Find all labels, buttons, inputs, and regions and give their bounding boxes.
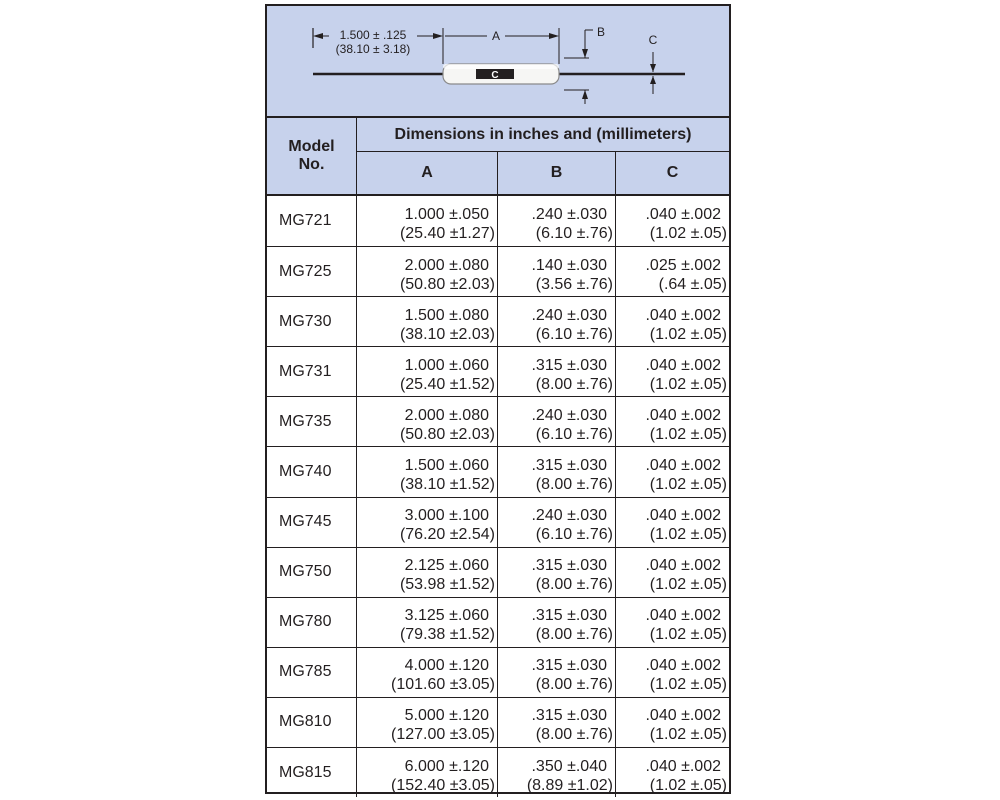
column-c-header: C	[666, 164, 679, 181]
dim-a-cell	[357, 698, 498, 747]
table-row	[267, 597, 729, 647]
dim-a-mm: (53.98 ±1.52)	[399, 576, 495, 594]
dim-b-cell	[498, 247, 616, 296]
dim-c-arrow-top	[650, 64, 656, 72]
dim-a-cell	[357, 598, 498, 647]
dim-a-cell	[357, 548, 498, 597]
model-number: MG815	[267, 748, 357, 797]
dim-b-inches: .315 ±.030	[531, 356, 607, 374]
model-number: MG721	[267, 196, 357, 246]
dim-c-cell	[616, 548, 729, 597]
dim-b-cell	[498, 196, 616, 246]
dim-c-cell	[616, 648, 729, 697]
dim-c-mm: (1.02 ±.05)	[649, 726, 727, 744]
dim-a-mm: (101.60 ±3.05)	[391, 676, 495, 694]
model-number: MG730	[267, 297, 357, 346]
dim-b-inches: .240 ±.030	[531, 206, 607, 224]
dim-c-mm: (1.02 ±.05)	[649, 225, 727, 243]
table-row	[267, 747, 729, 797]
dim-a-inches: 2.000 ±.080	[404, 256, 489, 274]
model-header-line1: Model	[288, 138, 335, 155]
dim-b-mm: (6.10 ±.76)	[535, 526, 613, 544]
dim-a-inches: 3.000 ±.100	[404, 507, 489, 525]
dim-c-cell	[616, 196, 729, 246]
dim-c-inches: .025 ±.002	[645, 256, 721, 274]
dim-b-mm: (3.56 ±.76)	[535, 275, 613, 293]
dim-a-mm: (79.38 ±1.52)	[399, 626, 495, 644]
dim-b-inches: .240 ±.030	[531, 306, 607, 324]
model-number: MG745	[267, 498, 357, 547]
dim-c-inches: .040 ±.002	[645, 707, 721, 725]
dim-b-mm: (8.89 ±1.02)	[526, 776, 613, 794]
dim-c-cell	[616, 347, 729, 396]
dim-a-arrow-right	[549, 33, 559, 39]
table-row	[267, 446, 729, 496]
dim-a-mm: (50.80 ±2.03)	[399, 275, 495, 293]
dim-a-mm: (152.40 ±3.05)	[391, 776, 495, 794]
model-number: MG810	[267, 698, 357, 747]
dim-a-inches: 1.500 ±.080	[404, 306, 489, 324]
dim-b-inches: .315 ±.030	[531, 607, 607, 625]
model-number: MG780	[267, 598, 357, 647]
dim-b-cell	[498, 498, 616, 547]
dim-a-inches: 1.000 ±.060	[404, 356, 489, 374]
dim-c-mm: (1.02 ±.05)	[649, 425, 727, 443]
model-number: MG740	[267, 447, 357, 496]
dim-c-inches: .040 ±.002	[645, 757, 721, 775]
dim-a-inches: 4.000 ±.120	[404, 657, 489, 675]
model-no-header	[267, 118, 357, 194]
dim-c-inches: .040 ±.002	[645, 406, 721, 424]
table-row	[267, 346, 729, 396]
dim-b-label: B	[596, 25, 606, 39]
dim-b-inches: .315 ±.030	[531, 557, 607, 575]
dim-b-inches: .240 ±.030	[531, 406, 607, 424]
dim-a-cell	[357, 447, 498, 496]
dim-c-mm: (1.02 ±.05)	[649, 776, 727, 794]
model-number: MG750	[267, 548, 357, 597]
dim-c-inches: .040 ±.002	[645, 657, 721, 675]
table-row	[267, 196, 729, 246]
dim-b-arrow-bottom	[582, 90, 588, 99]
dimensions-header: Dimensions in inches and (millimeters)	[357, 118, 729, 152]
dim-a-inches: 1.000 ±.050	[404, 206, 489, 224]
dim-c-cell	[616, 397, 729, 446]
resistor-dimension-diagram	[267, 6, 729, 118]
dim-b-inches: .315 ±.030	[531, 707, 607, 725]
dim-c-cell	[616, 498, 729, 547]
dim-a-cell	[357, 648, 498, 697]
dim-c-inches: .040 ±.002	[645, 206, 721, 224]
lead-length-inches: 1.500 ± .125	[339, 28, 407, 42]
dim-c-inches: .040 ±.002	[645, 457, 721, 475]
dim-b-mm: (6.10 ±.76)	[535, 425, 613, 443]
dim-a-cell	[357, 297, 498, 346]
lead-dim-arrow-left	[313, 33, 323, 39]
model-number: MG725	[267, 247, 357, 296]
lead-dim-arrow-right	[433, 33, 443, 39]
lead-length-mm: (38.10 ± 3.18)	[335, 42, 411, 56]
table-row	[267, 647, 729, 697]
dim-c-mm: (.64 ±.05)	[658, 275, 727, 293]
body-marking-letter: C	[491, 70, 499, 81]
table-row	[267, 296, 729, 346]
dim-a-mm: (38.10 ±2.03)	[399, 325, 495, 343]
dim-b-mm: (8.00 ±.76)	[535, 626, 613, 644]
table-row	[267, 396, 729, 446]
dim-b-mm: (8.00 ±.76)	[535, 726, 613, 744]
dim-b-cell	[498, 297, 616, 346]
table-row	[267, 697, 729, 747]
dimensions-sheet	[265, 4, 731, 794]
model-header-line2: No.	[298, 156, 325, 173]
model-number: MG731	[267, 347, 357, 396]
table-body	[267, 196, 729, 797]
dim-b-inches: .350 ±.040	[531, 757, 607, 775]
dim-b-inches: .315 ±.030	[531, 457, 607, 475]
table-row	[267, 547, 729, 597]
dim-b-cell	[498, 598, 616, 647]
dim-a-mm: (50.80 ±2.03)	[399, 425, 495, 443]
dim-a-inches: 5.000 ±.120	[404, 707, 489, 725]
dim-c-cell	[616, 297, 729, 346]
dim-c-arrow-bottom	[650, 76, 656, 84]
dim-c-cell	[616, 698, 729, 747]
dim-b-inches: .315 ±.030	[531, 657, 607, 675]
dim-b-cell	[498, 447, 616, 496]
table-header	[267, 118, 729, 196]
dim-b-mm: (8.00 ±.76)	[535, 576, 613, 594]
dim-a-cell	[357, 347, 498, 396]
dim-c-cell	[616, 598, 729, 647]
dim-b-mm: (8.00 ±.76)	[535, 375, 613, 393]
dim-a-inches: 3.125 ±.060	[404, 607, 489, 625]
dim-a-inches: 1.500 ±.060	[404, 457, 489, 475]
dim-a-cell	[357, 748, 498, 797]
dim-b-mm: (8.00 ±.76)	[535, 676, 613, 694]
dim-a-mm: (38.10 ±1.52)	[399, 476, 495, 494]
dim-b-cell	[498, 748, 616, 797]
dim-a-mm: (127.00 ±3.05)	[391, 726, 495, 744]
dim-c-cell	[616, 748, 729, 797]
table-row	[267, 246, 729, 296]
dim-c-inches: .040 ±.002	[645, 306, 721, 324]
dim-c-mm: (1.02 ±.05)	[649, 375, 727, 393]
diagram-drawing	[267, 6, 729, 116]
dim-c-mm: (1.02 ±.05)	[649, 626, 727, 644]
dim-c-cell	[616, 447, 729, 496]
dim-a-mm: (25.40 ±1.27)	[399, 225, 495, 243]
dim-c-inches: .040 ±.002	[645, 557, 721, 575]
dim-a-cell	[357, 498, 498, 547]
dim-c-label: C	[648, 33, 658, 47]
dim-a-cell	[357, 247, 498, 296]
dim-c-mm: (1.02 ±.05)	[649, 576, 727, 594]
model-number: MG785	[267, 648, 357, 697]
body-highlight	[443, 64, 559, 69]
dim-c-inches: .040 ±.002	[645, 356, 721, 374]
dim-a-mm: (76.20 ±2.54)	[399, 526, 495, 544]
dim-a-inches: 2.000 ±.080	[404, 406, 489, 424]
dim-b-cell	[498, 397, 616, 446]
dim-b-cell	[498, 548, 616, 597]
dim-c-inches: .040 ±.002	[645, 607, 721, 625]
dim-c-mm: (1.02 ±.05)	[649, 325, 727, 343]
dim-a-mm: (25.40 ±1.52)	[399, 375, 495, 393]
dim-b-mm: (8.00 ±.76)	[535, 476, 613, 494]
dim-c-mm: (1.02 ±.05)	[649, 676, 727, 694]
dim-b-inches: .240 ±.030	[531, 507, 607, 525]
model-number: MG735	[267, 397, 357, 446]
dim-b-arrow-top	[582, 49, 588, 58]
dim-a-cell	[357, 196, 498, 246]
dim-a-label: A	[491, 29, 501, 43]
dim-b-cell	[498, 698, 616, 747]
dim-b-cell	[498, 347, 616, 396]
dim-a-inches: 6.000 ±.120	[404, 757, 489, 775]
dim-a-inches: 2.125 ±.060	[404, 557, 489, 575]
dim-c-inches: .040 ±.002	[645, 507, 721, 525]
dim-a-cell	[357, 397, 498, 446]
dim-c-cell	[616, 247, 729, 296]
dim-b-inches: .140 ±.030	[531, 256, 607, 274]
dim-b-mm: (6.10 ±.76)	[535, 225, 613, 243]
column-b-header: B	[498, 152, 616, 194]
dim-b-cell	[498, 648, 616, 697]
dim-c-mm: (1.02 ±.05)	[649, 476, 727, 494]
dim-c-mm: (1.02 ±.05)	[649, 526, 727, 544]
dim-b-mm: (6.10 ±.76)	[535, 325, 613, 343]
table-row	[267, 497, 729, 547]
column-a-header: A	[357, 152, 498, 194]
